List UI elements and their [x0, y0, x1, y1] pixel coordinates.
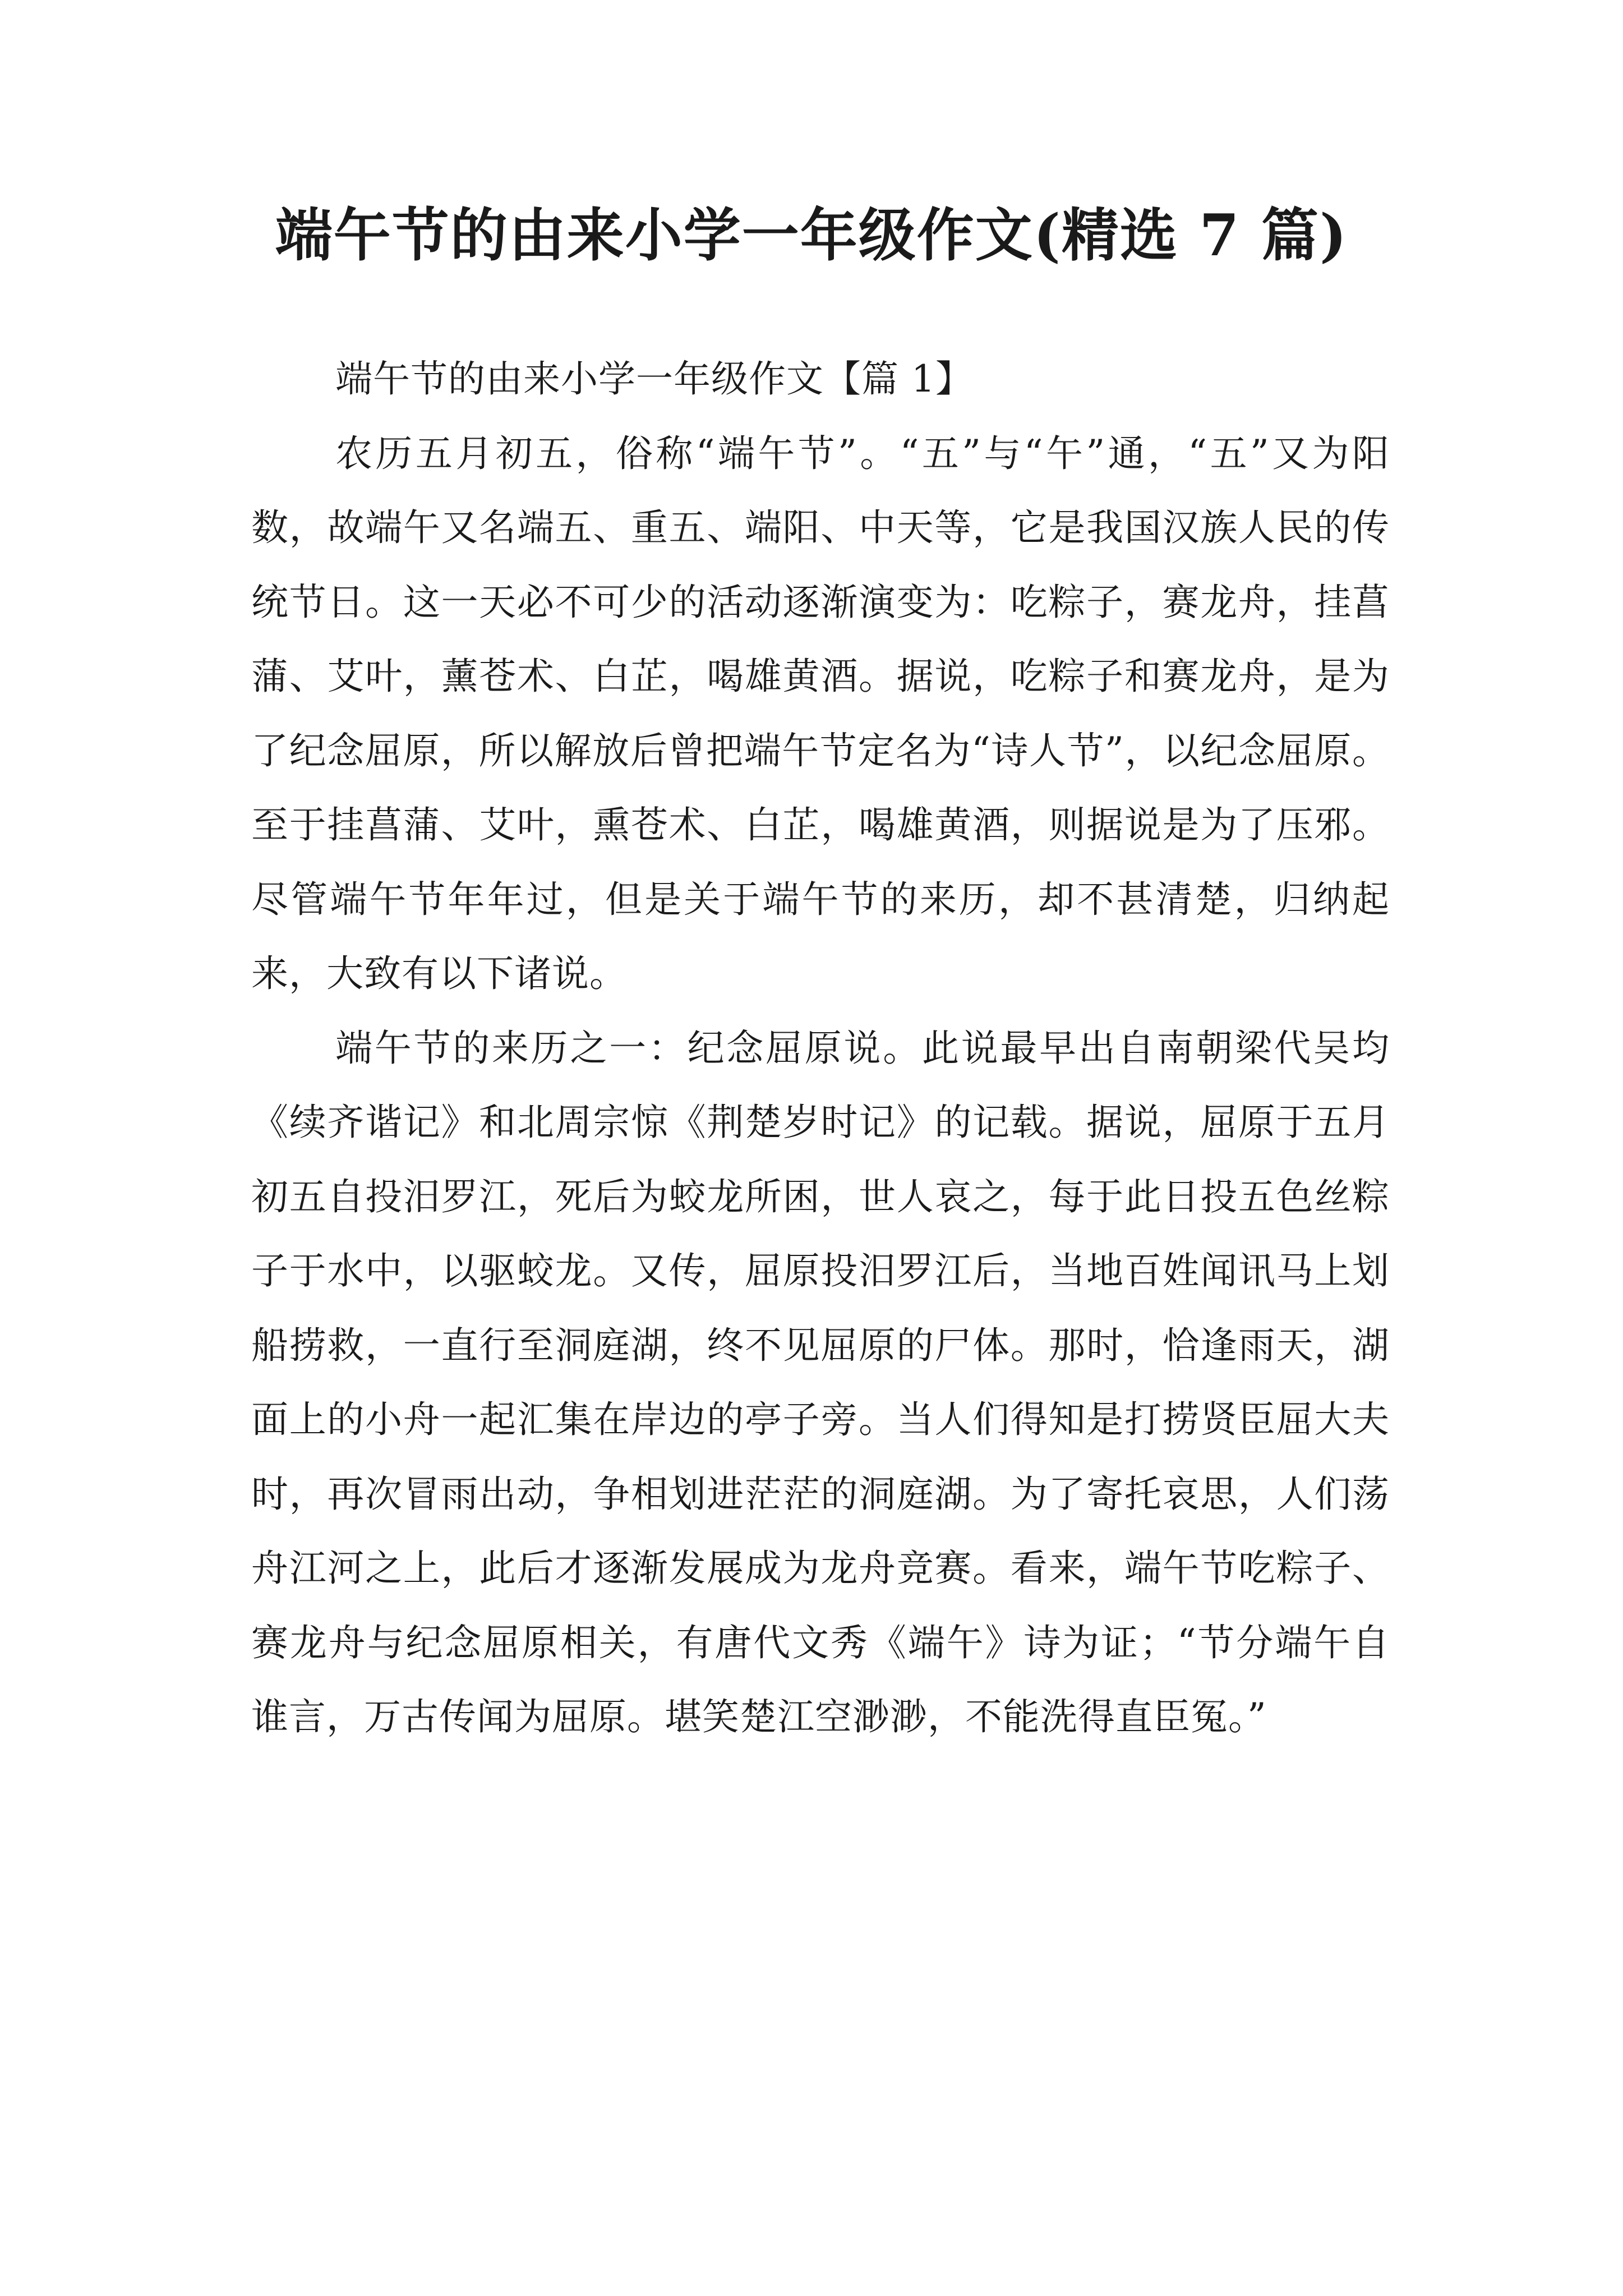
document-title: 端午节的由来小学一年级作文(精选 7 篇) [275, 202, 1348, 269]
section-heading: 端午节的由来小学一年级作文【篇 1】 [335, 357, 973, 401]
paragraph: 端午节的来历之一：纪念屈原说。此说最早出自南朝梁代吴均《续齐谐记》和北周宗惊《荆楚岁时记》的记载。据说，屈原于五月初五自投汨罗江，死后为蛟龙所困，世人哀之，每于此日投五色丝粽子于水中，以驱蛟龙。又传，屈原投汨罗江后，当地百姓闻讯马上划船捞救，一直行至洞庭湖，终不见屈原的尸体。那时，恰逢雨天，湖面上的小舟一起汇集在岸边的亭子旁。当人们得知是打捞贤臣屈大夫时，再次冒雨出动，争相划进茫茫的洞庭湖。为了寄托哀思，人们荡舟江河之上，此后才逐渐发展成为龙舟竞赛。看来，端午节吃粽子、赛龙舟与纪念屈原相关，有唐代文秀《端午》诗为证；“节分端午自谁言，万古传闻为屈原。堪笑楚江空渺渺，不能洗得直臣冤。” [251, 1026, 1390, 1738]
paragraph: 农历五月初五，俗称“端午节”。“五”与“午”通，“五”又为阳数，故端午又名端五、重五、端阳、中天等，它是我国汉族人民的传统节日。这一天必不可少的活动逐渐演变为：吃粽子，赛龙舟，挂菖蒲、艾叶，薰苍术、白芷，喝雄黄酒。据说，吃粽子和赛龙舟，是为了纪念屈原，所以解放后曾把端午节定名为“诗人节”，以纪念屈原。至于挂菖蒲、艾叶，熏苍术、白芷，喝雄黄酒，则据说是为了压邪。尽管端午节年年过，但是关于端午节的来历，却不甚清楚，归纳起来，大致有以下诸说。 [251, 431, 1390, 995]
document-body [251, 342, 1390, 1755]
